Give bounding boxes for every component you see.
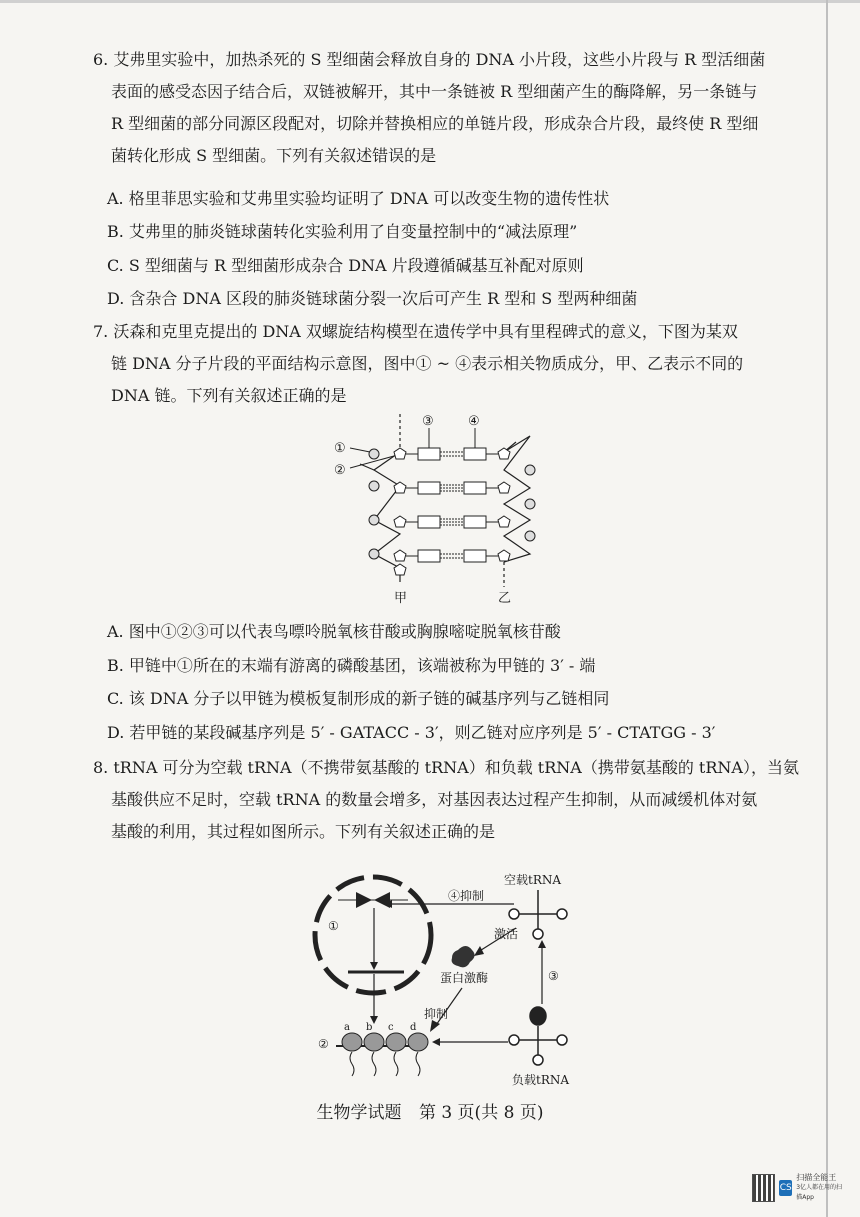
strand-jia-label: 甲 <box>394 591 408 606</box>
question-6-stem <box>93 44 803 172</box>
q6-option-b: B. 艾弗里的肺炎链球菌转化实验利用了自变量控制中的“减法原理” <box>107 222 578 241</box>
dna-icon <box>338 892 408 908</box>
q8-line: 基酸的利用，其过程如图所示。下列有关叙述正确的是 <box>111 822 496 841</box>
strand-yi-label: 乙 <box>498 591 512 606</box>
stamp-line-1: 扫描全能王 <box>796 1173 837 1182</box>
scanner-watermark <box>752 1169 848 1207</box>
q7-option-d: D. 若甲链的某段碱基序列是 5′ - GATACC - 3′，则乙链对应序列是 5′ - CTATGG - 3′ <box>107 723 716 742</box>
q6-line: 6. 艾弗里实验中，加热杀死的 S 型细菌会释放自身的 DNA 小片段，这些小片段与 R 型活细菌 <box>93 50 766 69</box>
label-4: ④ <box>468 414 480 429</box>
footer-page-number: 第 3 页(共 8 页) <box>418 1103 544 1123</box>
step-2-label: ② <box>318 1037 329 1051</box>
protein-kinase-icon <box>452 946 475 967</box>
q7-line: DNA 链。下列有关叙述正确的是 <box>111 386 347 405</box>
inhibit-4-label: ④抑制 <box>448 889 485 903</box>
step-3-label: ③ <box>548 969 559 983</box>
qr-code-icon <box>752 1174 775 1202</box>
page-footer <box>0 1098 860 1123</box>
q6-option-d: D. 含杂合 DNA 区段的肺炎链球菌分裂一次后可产生 R 型和 S 型两种细菌 <box>107 289 638 308</box>
label-2: ② <box>334 463 346 478</box>
inhibit-label: 抑制 <box>424 1007 449 1021</box>
loaded-trna-icon <box>509 1007 567 1065</box>
q6-line: 表面的感受态因子结合后，双链被解开，其中一条链被 R 型细菌产生的酶降解，另一条链与 <box>111 82 758 101</box>
question-8-stem <box>93 752 803 848</box>
q8-line: 基酸供应不足时，空载 tRNA 的数量会增多，对基因表达过程产生抑制，从而减缓机体对氨 <box>111 790 758 809</box>
q6-line: 菌转化形成 S 型细菌。下列有关叙述错误的是 <box>111 146 437 165</box>
q8-line: 8. tRNA 可分为空载 tRNA（不携带氨基酸的 tRNA）和负载 tRNA（携带氨基酸的 tRNA），当氨 <box>93 758 799 777</box>
margin-rule <box>826 0 828 1217</box>
loaded-trna-label: 负载tRNA <box>512 1073 570 1087</box>
footer-subject: 生物学试题 <box>316 1103 402 1123</box>
ribosome-b-label: b <box>366 1022 373 1033</box>
camscanner-logo-icon: CS <box>779 1180 792 1196</box>
q7-option-a: A. 图中①②③可以代表鸟嘌呤脱氧核苷酸或胸腺嘧啶脱氧核苷酸 <box>107 622 561 641</box>
q7-line: 7. 沃森和克里克提出的 DNA 双螺旋结构模型在遗传学中具有里程碑式的意义，下图为某双 <box>93 322 738 341</box>
top-edge <box>0 0 860 3</box>
stamp-line-2: 3亿人都在用的扫描App <box>796 1184 843 1201</box>
q7-option-b: B. 甲链中①所在的末端有游离的磷酸基团，该端被称为甲链的 3′ - 端 <box>107 656 596 675</box>
q7-line: 链 DNA 分子片段的平面结构示意图，图中① ~ ④表示相关物质成分，甲、乙表示不同的 <box>111 354 744 373</box>
q6-option-a: A. 格里菲思实验和艾弗里实验均证明了 DNA 可以改变生物的遗传性状 <box>107 189 610 208</box>
protein-kinase-label: 蛋白激酶 <box>440 971 489 985</box>
trna-regulation-figure <box>308 870 598 1090</box>
ribosome-c-label: c <box>388 1022 394 1033</box>
activate-label: 激活 <box>494 927 519 941</box>
empty-trna-label: 空载tRNA <box>504 873 562 887</box>
step-1-label: ① <box>328 919 339 933</box>
q6-line: R 型细菌的部分同源区段配对，切除并替换相应的单链片段，形成杂合片段，最终使 R 型细 <box>111 114 759 133</box>
q7-option-c: C. 该 DNA 分子以甲链为模板复制形成的新子链的碱基序列与乙链相同 <box>107 689 610 708</box>
label-1: ① <box>334 441 346 456</box>
label-3: ③ <box>422 414 434 429</box>
q6-option-c: C. S 型细菌与 R 型细菌形成杂合 DNA 片段遵循碱基互补配对原则 <box>107 256 584 275</box>
ribosome-a-label: a <box>344 1022 350 1033</box>
ribosome-group <box>336 1033 428 1076</box>
dna-structure-figure <box>330 412 540 610</box>
ribosome-d-label: d <box>410 1022 417 1033</box>
question-7-stem <box>93 316 803 412</box>
